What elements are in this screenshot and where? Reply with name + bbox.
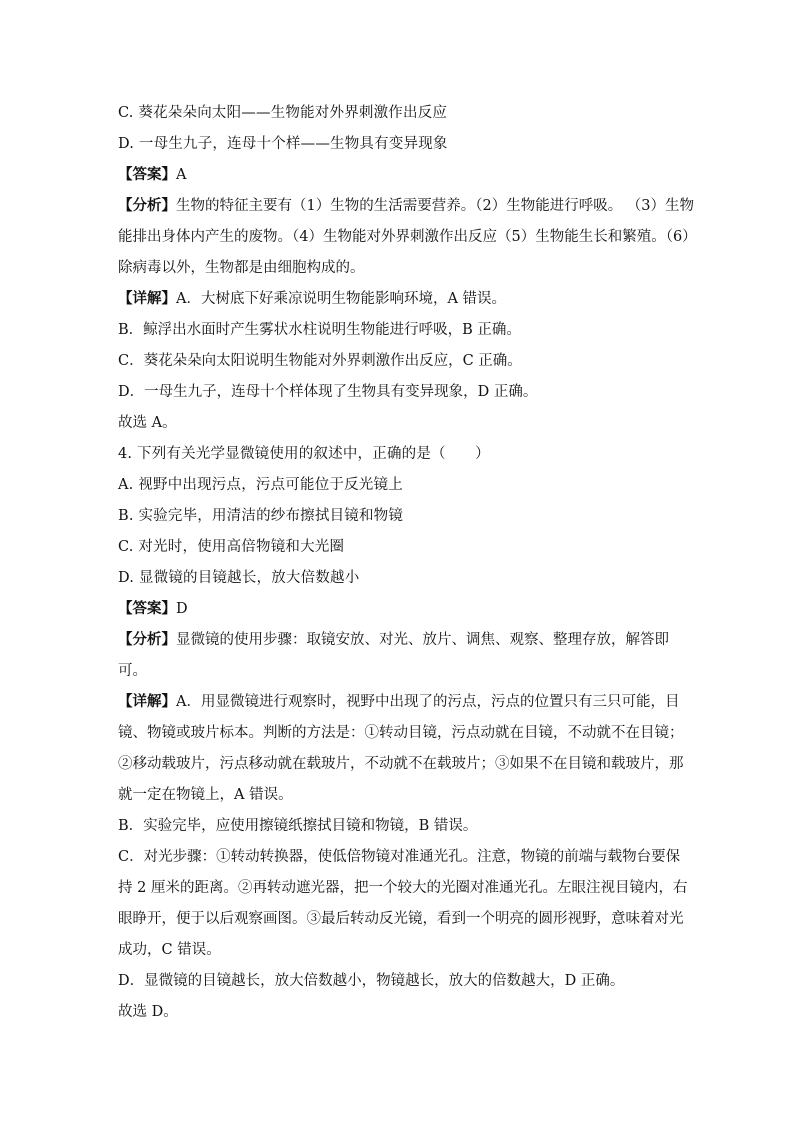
q3-detail-line-1: [118, 288, 678, 319]
q3-analysis-line-2: 能排出身体内产生的废物。（4）生物能对外界刺激作出反应（5）生物能生长和繁殖。（6）: [118, 229, 697, 245]
analysis-tag: 【分析】: [118, 197, 176, 214]
q3-detail-line-2: B．鲸浮出水面时产生雾状水柱说明生物能进行呼吸，B 正确。: [118, 322, 521, 338]
detail-text: A．用显微镜进行观察时，视野中出现了的污点，污点的位置只有三只可能，目: [176, 694, 680, 710]
detail-text: A．大树底下好乘凉说明生物能影响环境，A 错误。: [176, 291, 507, 307]
q4-detail-line-5: B．实验完毕，应使用擦镜纸擦拭目镜和物镜，B 错误。: [118, 818, 478, 834]
detail-tag: 【详解】: [118, 693, 176, 710]
analysis-tag: 【分析】: [118, 631, 176, 648]
analysis-text: 生物的特征主要有（1）生物的生活需要营养。（2）生物能进行呼吸。 （3）生物: [176, 198, 695, 214]
page-content: [118, 102, 697, 1032]
detail-tag: 【详解】: [118, 290, 176, 307]
analysis-text: 显微镜的使用步骤：取镜安放、对光、放片、调焦、观察、整理存放，解答即: [176, 632, 669, 648]
q4-conclusion: 故选 D。: [118, 1004, 178, 1020]
answer-tag: 【答案】: [118, 600, 176, 617]
q4-answer: [118, 598, 678, 629]
q3-option-c: C. 葵花朵朵向太阳——生物能对外界刺激作出反应: [118, 105, 448, 121]
q4-option-d: D. 显微镜的目镜越长，放大倍数越小: [118, 570, 360, 586]
q3-analysis-line-3: 除病毒以外，生物都是由细胞构成的。: [118, 260, 365, 276]
answer-value: A: [176, 167, 187, 183]
q4-analysis-line-1: [118, 629, 678, 660]
q3-analysis-line-1: [118, 195, 695, 226]
answer-value: D: [176, 601, 188, 617]
q4-detail-line-4: 就一定在物镜上，A 错误。: [118, 787, 293, 803]
q4-stem: 4. 下列有关光学显微镜使用的叙述中，正确的是（ ）: [118, 446, 490, 462]
q4-detail-line-2: 镜、物镜或玻片标本。判断的方法是：①转动目镜，污点动就在目镜，不动就不在目镜；: [118, 725, 684, 741]
q4-option-a: A. 视野中出现污点，污点可能位于反光镜上: [118, 477, 403, 493]
q4-detail-line-3: ②移动载玻片，污点移动就在载玻片，不动就不在载玻片；③如果不在目镜和载玻片，那: [118, 756, 684, 772]
q4-analysis-line-2: 可。: [118, 663, 147, 679]
q4-detail-line-7: 持 2 厘米的距离。②再转动遮光器，把一个较大的光圈对准通光孔。左眼注视目镜内，右: [118, 880, 688, 896]
q4-option-c: C. 对光时，使用高倍物镜和大光圈: [118, 539, 345, 555]
q4-detail-line-6: C．对光步骤：①转动转换器，使低倍物镜对准通光孔。注意，物镜的前端与载物台要保: [118, 849, 681, 865]
q4-detail-line-10: D．显微镜的目镜越长，放大倍数越小，物镜越长，放大的倍数越大，D 正确。: [118, 973, 625, 989]
q3-answer: [118, 164, 678, 195]
q3-option-d: D. 一母生九子，连母十个样——生物具有变异现象: [118, 136, 448, 152]
q4-detail-line-8: 眼睁开，便于以后观察画图。③最后转动反光镜，看到一个明亮的圆形视野，意味着对光: [118, 911, 684, 927]
q3-detail-line-4: D．一母生九子，连母十个样体现了生物具有变异现象，D 正确。: [118, 384, 538, 400]
q4-option-b: B. 实验完毕，用清洁的纱布擦拭目镜和物镜: [118, 508, 404, 524]
q3-conclusion: 故选 A。: [118, 415, 177, 431]
q4-detail-line-1: [118, 691, 678, 722]
q3-detail-line-3: C．葵花朵朵向太阳说明生物能对外界刺激作出反应，C 正确。: [118, 353, 522, 369]
answer-tag: 【答案】: [118, 166, 176, 183]
q4-detail-line-9: 成功，C 错误。: [118, 942, 221, 958]
